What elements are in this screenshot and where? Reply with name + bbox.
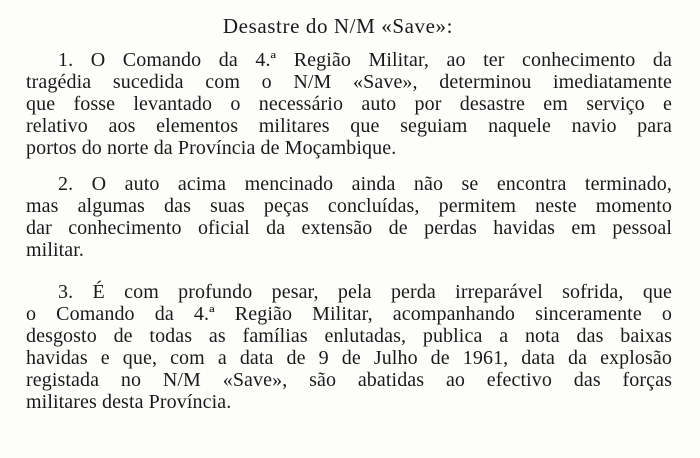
paragraph-line: militares desta Província. xyxy=(26,391,232,413)
paragraph-line: mas algumas das suas peças concluídas, permitem neste momento xyxy=(26,195,672,217)
paragraph-line: relativo aos elementos militares que seguiam naquele navio para xyxy=(26,115,672,137)
paragraph-line: que fosse levantado o necessário auto por desastre em serviço e xyxy=(26,93,672,115)
paragraph-line: registada no N/M «Save», são abatidas ao efectivo das forças xyxy=(26,369,672,391)
paragraph-line: 3. É com profundo pesar, pela perda irreparável sofrida, que xyxy=(58,281,672,303)
document-title: Desastre do N/M «Save»: xyxy=(222,14,454,38)
paragraph-line: 1. O Comando da 4.ª Região Militar, ao ter conhecimento da xyxy=(58,49,672,71)
paragraph-line: 2. O auto acima mencinado ainda não se encontra terminado, xyxy=(58,173,672,195)
paragraph-1 xyxy=(26,49,672,159)
paragraph-2 xyxy=(26,173,672,261)
paragraph-line: dar conhecimento oficial da extensão de perdas havidas em pessoal xyxy=(26,217,672,239)
paragraph-line: desgosto de todas as famílias enlutadas, publica a nota das baixas xyxy=(26,325,672,347)
paragraph-line: tragédia sucedida com o N/M «Save», determinou imediatamente xyxy=(26,71,672,93)
paragraph-line: havidas e que, com a data de 9 de Julho de 1961, data da explosão xyxy=(26,347,672,369)
paragraph-3 xyxy=(26,281,672,413)
paragraph-line: portos do norte da Província de Moçambique. xyxy=(26,137,397,159)
paragraph-line: o Comando da 4.ª Região Militar, acompanhando sinceramente o xyxy=(26,303,672,325)
paragraph-line: militar. xyxy=(26,239,85,261)
